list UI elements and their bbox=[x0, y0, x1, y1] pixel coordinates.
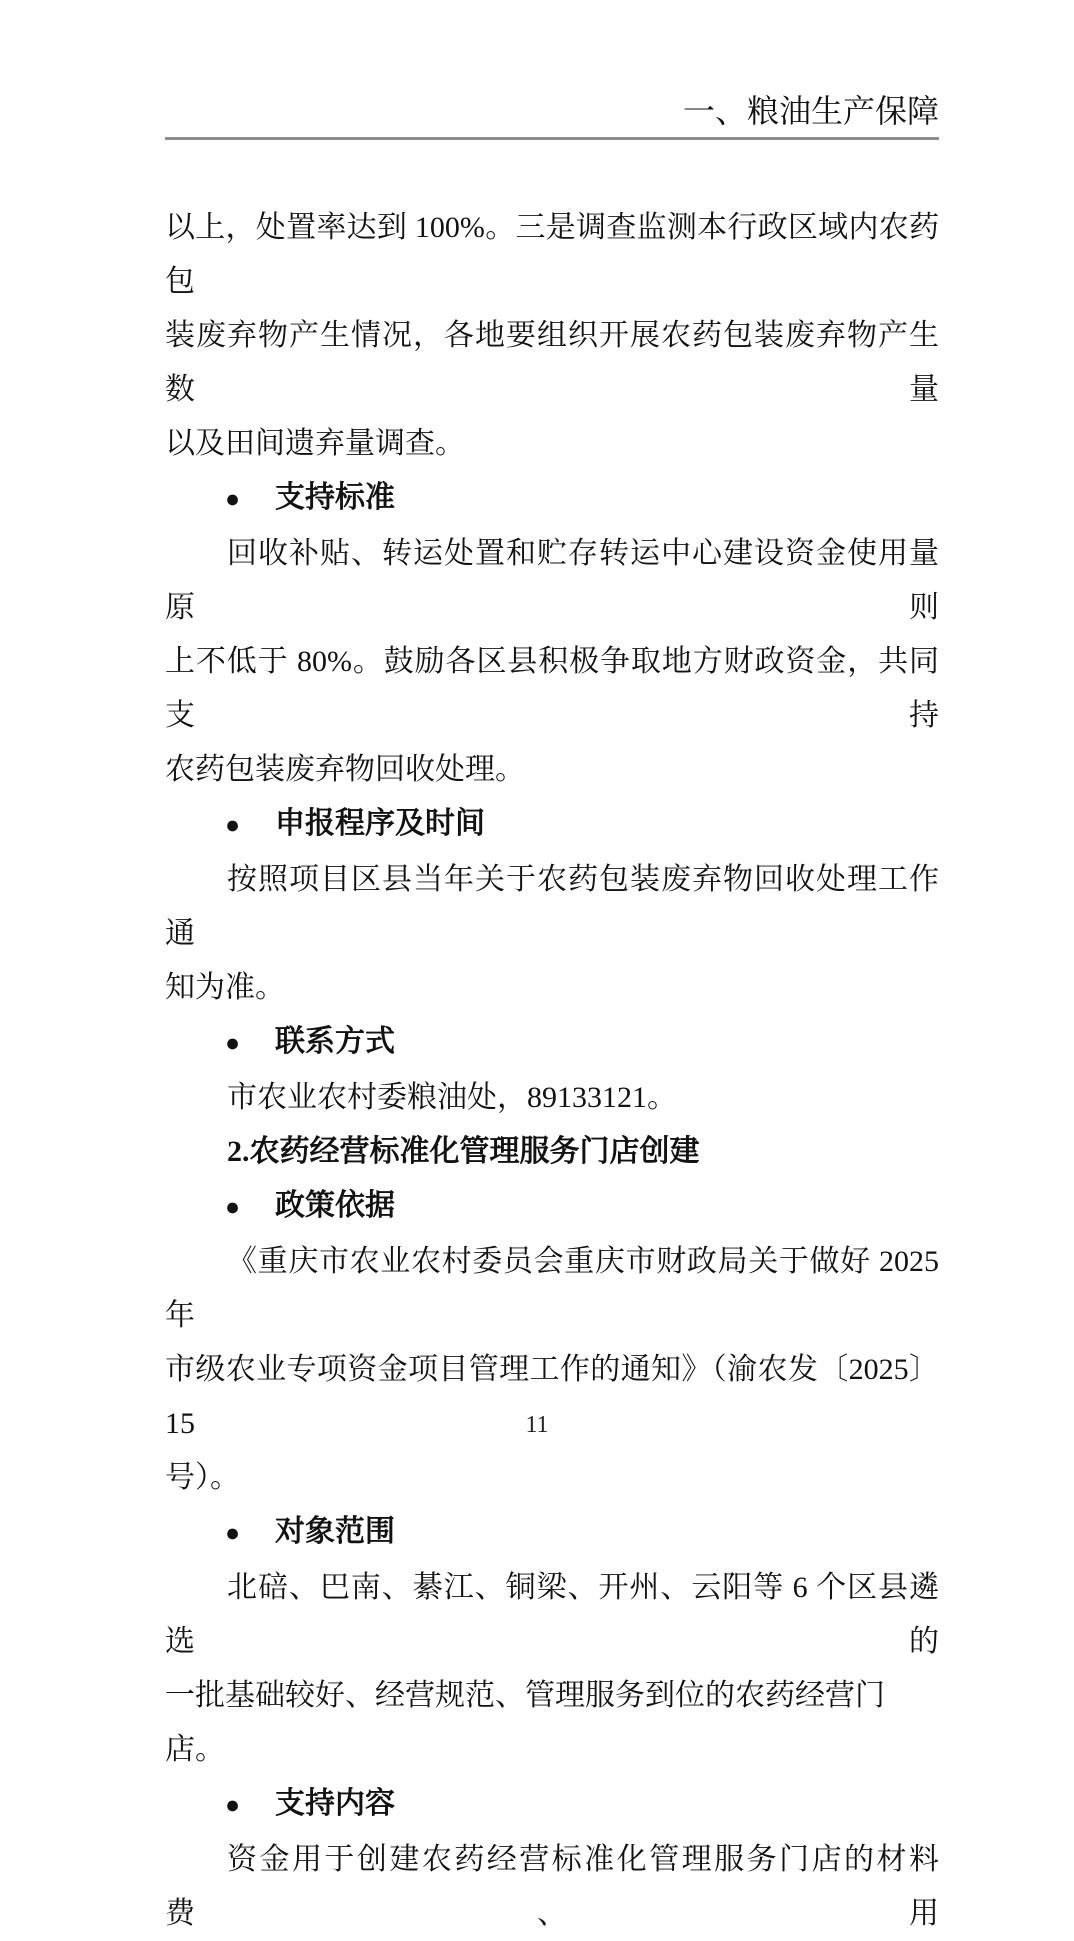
paragraph bbox=[165, 1833, 939, 1941]
bullet-icon: ● bbox=[225, 1520, 241, 1547]
paragraph bbox=[165, 1561, 939, 1777]
paragraph-line: 知为准。 bbox=[165, 971, 285, 1004]
bullet-heading bbox=[165, 471, 939, 527]
paragraph-line: 北碚、巴南、綦江、铜梁、开州、云阳等 6 个区县遴选的 bbox=[165, 1571, 939, 1658]
header-divider bbox=[165, 137, 939, 140]
paragraph-line: 装废弃物产生情况，各地要组织开展农药包装废弃物产生数量 bbox=[165, 319, 939, 406]
subsection-heading: 2.农药经营标准化管理服务门店创建 bbox=[227, 1135, 700, 1168]
paragraph-line: 以及田间遗弃量调查。 bbox=[165, 427, 465, 460]
bullet-heading-label: 支持内容 bbox=[275, 1787, 395, 1820]
bullet-heading bbox=[165, 1179, 939, 1235]
bullet-icon: ● bbox=[225, 486, 241, 513]
paragraph bbox=[165, 527, 939, 797]
bullet-icon: ● bbox=[225, 1194, 241, 1221]
paragraph-line: 市级农业专项资金项目管理工作的通知》（渝农发〔2025〕15 bbox=[165, 1353, 939, 1440]
paragraph-line: 《重庆市农业农村委员会重庆市财政局关于做好 2025 年 bbox=[165, 1245, 939, 1332]
page-footer bbox=[0, 1408, 1074, 1442]
bullet-heading bbox=[165, 797, 939, 853]
bullet-heading-label: 联系方式 bbox=[275, 1025, 395, 1058]
paragraph-line: 一批基础较好、经营规范、管理服务到位的农药经营门店。 bbox=[165, 1679, 885, 1766]
paragraph-line: 资金用于创建农药经营标准化管理服务门店的材料费、用 bbox=[165, 1843, 939, 1930]
bullet-heading-label: 支持标准 bbox=[275, 481, 395, 514]
bullet-heading-label: 申报程序及时间 bbox=[275, 807, 485, 840]
bullet-heading bbox=[165, 1777, 939, 1833]
paragraph bbox=[165, 201, 939, 471]
paragraph-line: 市农业农村委粮油处，89133121。 bbox=[227, 1081, 677, 1114]
section-header-title: 一、粮油生产保障 bbox=[682, 93, 939, 129]
bullet-heading bbox=[165, 1015, 939, 1071]
bullet-heading-label: 政策依据 bbox=[275, 1189, 395, 1222]
bullet-heading bbox=[165, 1505, 939, 1561]
bullet-icon: ● bbox=[225, 1792, 241, 1819]
bullet-heading-label: 对象范围 bbox=[275, 1515, 395, 1548]
paragraph-line: 号）。 bbox=[165, 1461, 240, 1494]
paragraph-line: 回收补贴、转运处置和贮存转运中心建设资金使用量原则 bbox=[165, 537, 939, 624]
document-body bbox=[165, 201, 939, 1941]
bullet-icon: ● bbox=[225, 812, 241, 839]
bullet-icon: ● bbox=[225, 1030, 241, 1057]
page-number: 11 bbox=[525, 1412, 549, 1438]
page-header bbox=[165, 0, 939, 140]
paragraph-line: 以上，处置率达到 100%。三是调查监测本行政区域内农药包 bbox=[165, 211, 939, 298]
paragraph-line: 农药包装废弃物回收处理。 bbox=[165, 753, 525, 786]
paragraph-line: 按照项目区县当年关于农药包装废弃物回收处理工作通 bbox=[165, 863, 939, 950]
paragraph bbox=[165, 1071, 939, 1125]
paragraph-line: 上不低于 80%。鼓励各区县积极争取地方财政资金，共同支持 bbox=[165, 645, 939, 732]
paragraph bbox=[165, 853, 939, 1015]
paragraph bbox=[165, 1235, 939, 1505]
